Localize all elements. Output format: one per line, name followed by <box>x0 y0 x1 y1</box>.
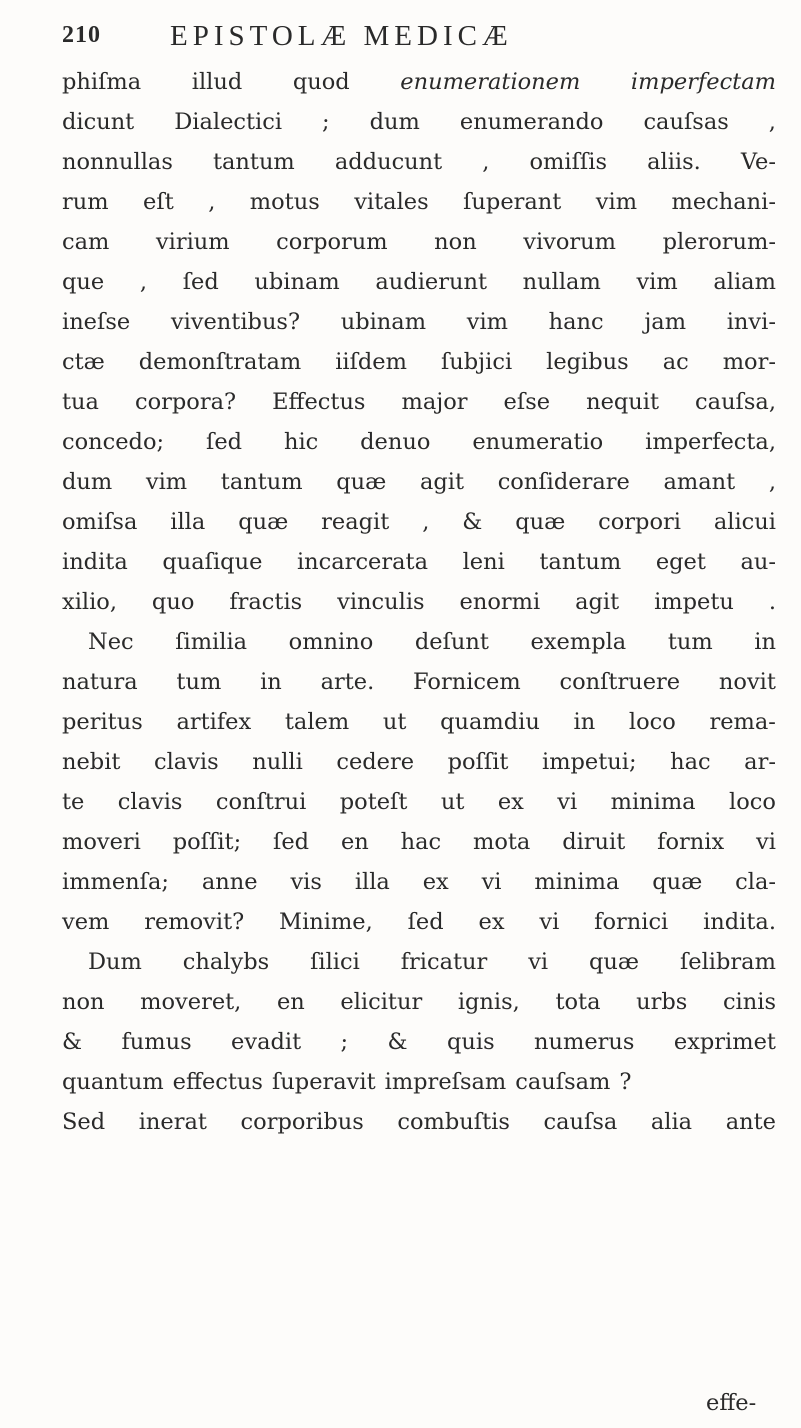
word: non <box>434 229 477 255</box>
word: , <box>482 149 490 175</box>
word: phiſma <box>62 69 142 95</box>
word: elicitur <box>340 989 423 1015</box>
word: aliam <box>713 269 776 295</box>
text-line <box>62 1062 776 1102</box>
word: poſſit <box>447 749 509 775</box>
running-title: EPISTOLÆ MEDICÆ <box>170 20 513 52</box>
word: cinis <box>722 989 776 1015</box>
word: moveri <box>62 829 141 855</box>
word: ex <box>422 869 449 895</box>
word: urbs <box>636 989 688 1015</box>
word: in <box>754 629 776 655</box>
word: minima <box>534 869 620 895</box>
text-line <box>62 182 776 222</box>
word: major <box>401 389 468 415</box>
word: vi <box>756 829 776 855</box>
word: fornix <box>657 829 725 855</box>
text-line <box>62 142 776 182</box>
text-line <box>62 862 776 902</box>
body-text <box>62 62 776 1142</box>
word: artifex <box>176 709 252 735</box>
text-line <box>62 62 776 102</box>
word: impreſsam <box>384 1069 507 1095</box>
text-line <box>62 1102 776 1142</box>
word: tua <box>62 389 99 415</box>
word: combuſtis <box>397 1109 510 1135</box>
word: minima <box>610 789 696 815</box>
word: tantum <box>220 469 303 495</box>
word: virium <box>155 229 230 255</box>
word: cedere <box>336 749 415 775</box>
word: removit? <box>144 909 245 935</box>
word: adducunt <box>334 149 443 175</box>
word: ex <box>478 909 505 935</box>
word: , <box>768 109 776 135</box>
word: quis <box>446 1029 495 1055</box>
text-line <box>62 1022 776 1062</box>
word: tota <box>555 989 601 1015</box>
word: vim <box>595 189 638 215</box>
word: que <box>62 269 105 295</box>
word: alicui <box>713 509 776 535</box>
text-line <box>62 622 776 662</box>
word: vis <box>290 869 322 895</box>
word: vim <box>145 469 188 495</box>
catchword: effe- <box>706 1390 757 1416</box>
word: vinculis <box>337 589 425 615</box>
word: denuo <box>360 429 431 455</box>
word: enumerationem <box>400 69 581 95</box>
word: & <box>462 509 483 535</box>
word: quæ <box>652 869 703 895</box>
word: demonſtratam <box>138 349 302 375</box>
word: nonnullas <box>62 149 173 175</box>
word: iiſdem <box>335 349 407 375</box>
word: non <box>62 989 105 1015</box>
word: hac <box>670 749 711 775</box>
word: omnino <box>288 629 374 655</box>
word: quæ <box>336 469 387 495</box>
word: dum <box>369 109 420 135</box>
word: mor- <box>722 349 776 375</box>
word: concedo; <box>62 429 165 455</box>
word: en <box>340 829 369 855</box>
word: quod <box>292 69 350 95</box>
word: quamdiu <box>440 709 540 735</box>
word: tum <box>176 669 222 695</box>
word: exempla <box>530 629 627 655</box>
word: ex <box>497 789 524 815</box>
word: ſed <box>182 269 219 295</box>
word: quæ <box>238 509 289 535</box>
text-line <box>62 222 776 262</box>
word: corporibus <box>240 1109 364 1135</box>
word: vim <box>636 269 678 295</box>
word: Sed <box>62 1109 106 1135</box>
word: audierunt <box>375 269 487 295</box>
word: nequit <box>586 389 660 415</box>
word: clavis <box>117 789 183 815</box>
word: enumeratio <box>472 429 604 455</box>
word: enumerando <box>459 109 604 135</box>
word: vivorum <box>523 229 617 255</box>
word: agit <box>419 469 465 495</box>
word: ubinam <box>254 269 340 295</box>
word: poteſt <box>339 789 408 815</box>
word: ar- <box>744 749 776 775</box>
word: Minime, <box>279 909 373 935</box>
word: corpora? <box>134 389 237 415</box>
word: fractis <box>229 589 303 615</box>
word: tantum <box>539 549 622 575</box>
text-line <box>62 342 776 382</box>
word: cauſsam <box>515 1069 611 1095</box>
word: cauſsa, <box>695 389 776 415</box>
word: amant <box>663 469 736 495</box>
word: mechani- <box>671 189 776 215</box>
word: in <box>573 709 596 735</box>
text-line <box>62 582 776 622</box>
word: hac <box>400 829 442 855</box>
text-line <box>62 302 776 342</box>
word: ; <box>322 109 330 135</box>
word: deſunt <box>414 629 489 655</box>
word: indita <box>62 549 128 575</box>
word: impetui; <box>542 749 637 775</box>
word: in <box>260 669 282 695</box>
text-line <box>62 262 776 302</box>
text-line <box>62 822 776 862</box>
text-line <box>62 382 776 422</box>
word: vi <box>528 949 549 975</box>
word: vi <box>481 869 502 895</box>
word: & <box>387 1029 408 1055</box>
word: ſuperavit <box>271 1069 376 1095</box>
word: immenſa; <box>62 869 169 895</box>
word: ſed <box>407 909 444 935</box>
word: agit <box>575 589 620 615</box>
text-line <box>62 662 776 702</box>
word: poſſit; <box>172 829 242 855</box>
word: aliis. <box>647 149 701 175</box>
word: viventibus? <box>170 309 301 335</box>
word: loco <box>729 789 776 815</box>
word: imperfectam <box>630 69 776 95</box>
word: evadit <box>231 1029 302 1055</box>
word: plerorum- <box>662 229 776 255</box>
word: nullam <box>522 269 601 295</box>
word: alia <box>650 1109 693 1135</box>
word: vitales <box>354 189 429 215</box>
word: cauſsa <box>543 1109 618 1135</box>
word: cla- <box>735 869 776 895</box>
word: arte. <box>320 669 375 695</box>
word: Nec <box>88 629 134 655</box>
word: numerus <box>534 1029 635 1055</box>
word: fricatur <box>400 949 488 975</box>
word: quantum <box>62 1069 164 1095</box>
word: nebit <box>62 749 121 775</box>
word: , <box>768 469 776 495</box>
word: effectus <box>172 1069 263 1095</box>
word: Dum <box>88 949 142 975</box>
text-line <box>62 422 776 462</box>
word: talem <box>284 709 350 735</box>
word: dicunt <box>62 109 135 135</box>
word: quaſique <box>162 549 263 575</box>
page-number: 210 <box>62 22 101 48</box>
word: invi- <box>726 309 776 335</box>
word: , <box>422 509 430 535</box>
word: illud <box>191 69 243 95</box>
word: diruit <box>562 829 626 855</box>
word: rum <box>62 189 109 215</box>
word: ſilici <box>310 949 360 975</box>
word: cauſsas <box>643 109 729 135</box>
word: quæ <box>515 509 566 535</box>
word: ſed <box>273 829 310 855</box>
word: ac <box>662 349 689 375</box>
word: vi <box>557 789 578 815</box>
word: ſuperant <box>463 189 562 215</box>
word: ut <box>382 709 407 735</box>
word: ? <box>619 1069 632 1095</box>
word: cam <box>62 229 110 255</box>
text-line <box>62 502 776 542</box>
word: ante <box>725 1109 776 1135</box>
word: tum <box>667 629 713 655</box>
word: ſed <box>206 429 243 455</box>
word: en <box>276 989 305 1015</box>
word: exprimet <box>673 1029 776 1055</box>
word: motus <box>249 189 320 215</box>
word: Fornicem <box>413 669 521 695</box>
word: corpori <box>598 509 681 535</box>
word: dum <box>62 469 113 495</box>
word: moveret, <box>140 989 242 1015</box>
word: , <box>208 189 216 215</box>
word: vim <box>466 309 508 335</box>
text-line <box>62 982 776 1022</box>
word: natura <box>62 669 138 695</box>
page-header <box>62 20 761 60</box>
word: hic <box>283 429 319 455</box>
word: clavis <box>154 749 219 775</box>
word: tantum <box>212 149 295 175</box>
word: ctæ <box>62 349 105 375</box>
word: & <box>62 1029 83 1055</box>
word: reagit <box>321 509 390 535</box>
word: vem <box>62 909 110 935</box>
word: imperfecta, <box>645 429 776 455</box>
word: conſtruere <box>559 669 681 695</box>
word: indita. <box>703 909 776 935</box>
text-line <box>62 702 776 742</box>
word: fumus <box>121 1029 192 1055</box>
word: illa <box>170 509 206 535</box>
word: corporum <box>276 229 388 255</box>
word: jam <box>644 309 687 335</box>
word: eget <box>655 549 706 575</box>
text-line <box>62 102 776 142</box>
word: ; <box>340 1029 349 1055</box>
word: ineſse <box>62 309 131 335</box>
word: ſubjici <box>440 349 513 375</box>
word: peritus <box>62 709 143 735</box>
word: ſimilia <box>175 629 248 655</box>
word: , <box>139 269 148 295</box>
word: leni <box>462 549 505 575</box>
word: mota <box>472 829 531 855</box>
word: eſt <box>143 189 174 215</box>
word: vi <box>539 909 560 935</box>
word: eſse <box>503 389 551 415</box>
word: Effectus <box>272 389 366 415</box>
text-line <box>62 782 776 822</box>
word: illa <box>354 869 390 895</box>
word: fornici <box>594 909 669 935</box>
word: conſiderare <box>497 469 630 495</box>
word: Ve- <box>740 149 776 175</box>
word: ignis, <box>457 989 520 1015</box>
word: xilio, <box>62 589 117 615</box>
word: legibus <box>546 349 629 375</box>
word: inerat <box>138 1109 207 1135</box>
word: ſelibram <box>679 949 776 975</box>
text-line <box>62 542 776 582</box>
word: omiſſis <box>529 149 607 175</box>
word: ut <box>440 789 465 815</box>
word: . <box>768 589 776 615</box>
text-line <box>62 462 776 502</box>
word: Dialectici <box>174 109 283 135</box>
word: hanc <box>548 309 604 335</box>
text-line <box>62 902 776 942</box>
word: novit <box>718 669 776 695</box>
word: nulli <box>252 749 303 775</box>
word: conſtrui <box>215 789 307 815</box>
word: au- <box>740 549 776 575</box>
word: impetu <box>654 589 734 615</box>
word: rema- <box>709 709 776 735</box>
word: quæ <box>589 949 640 975</box>
text-line <box>62 942 776 982</box>
word: enormi <box>459 589 541 615</box>
word: loco <box>628 709 676 735</box>
word: ubinam <box>340 309 427 335</box>
word: chalybs <box>182 949 270 975</box>
text-line <box>62 742 776 782</box>
word: quo <box>151 589 195 615</box>
word: te <box>62 789 85 815</box>
word: incarcerata <box>296 549 428 575</box>
word: omiſsa <box>62 509 138 535</box>
word: anne <box>201 869 258 895</box>
